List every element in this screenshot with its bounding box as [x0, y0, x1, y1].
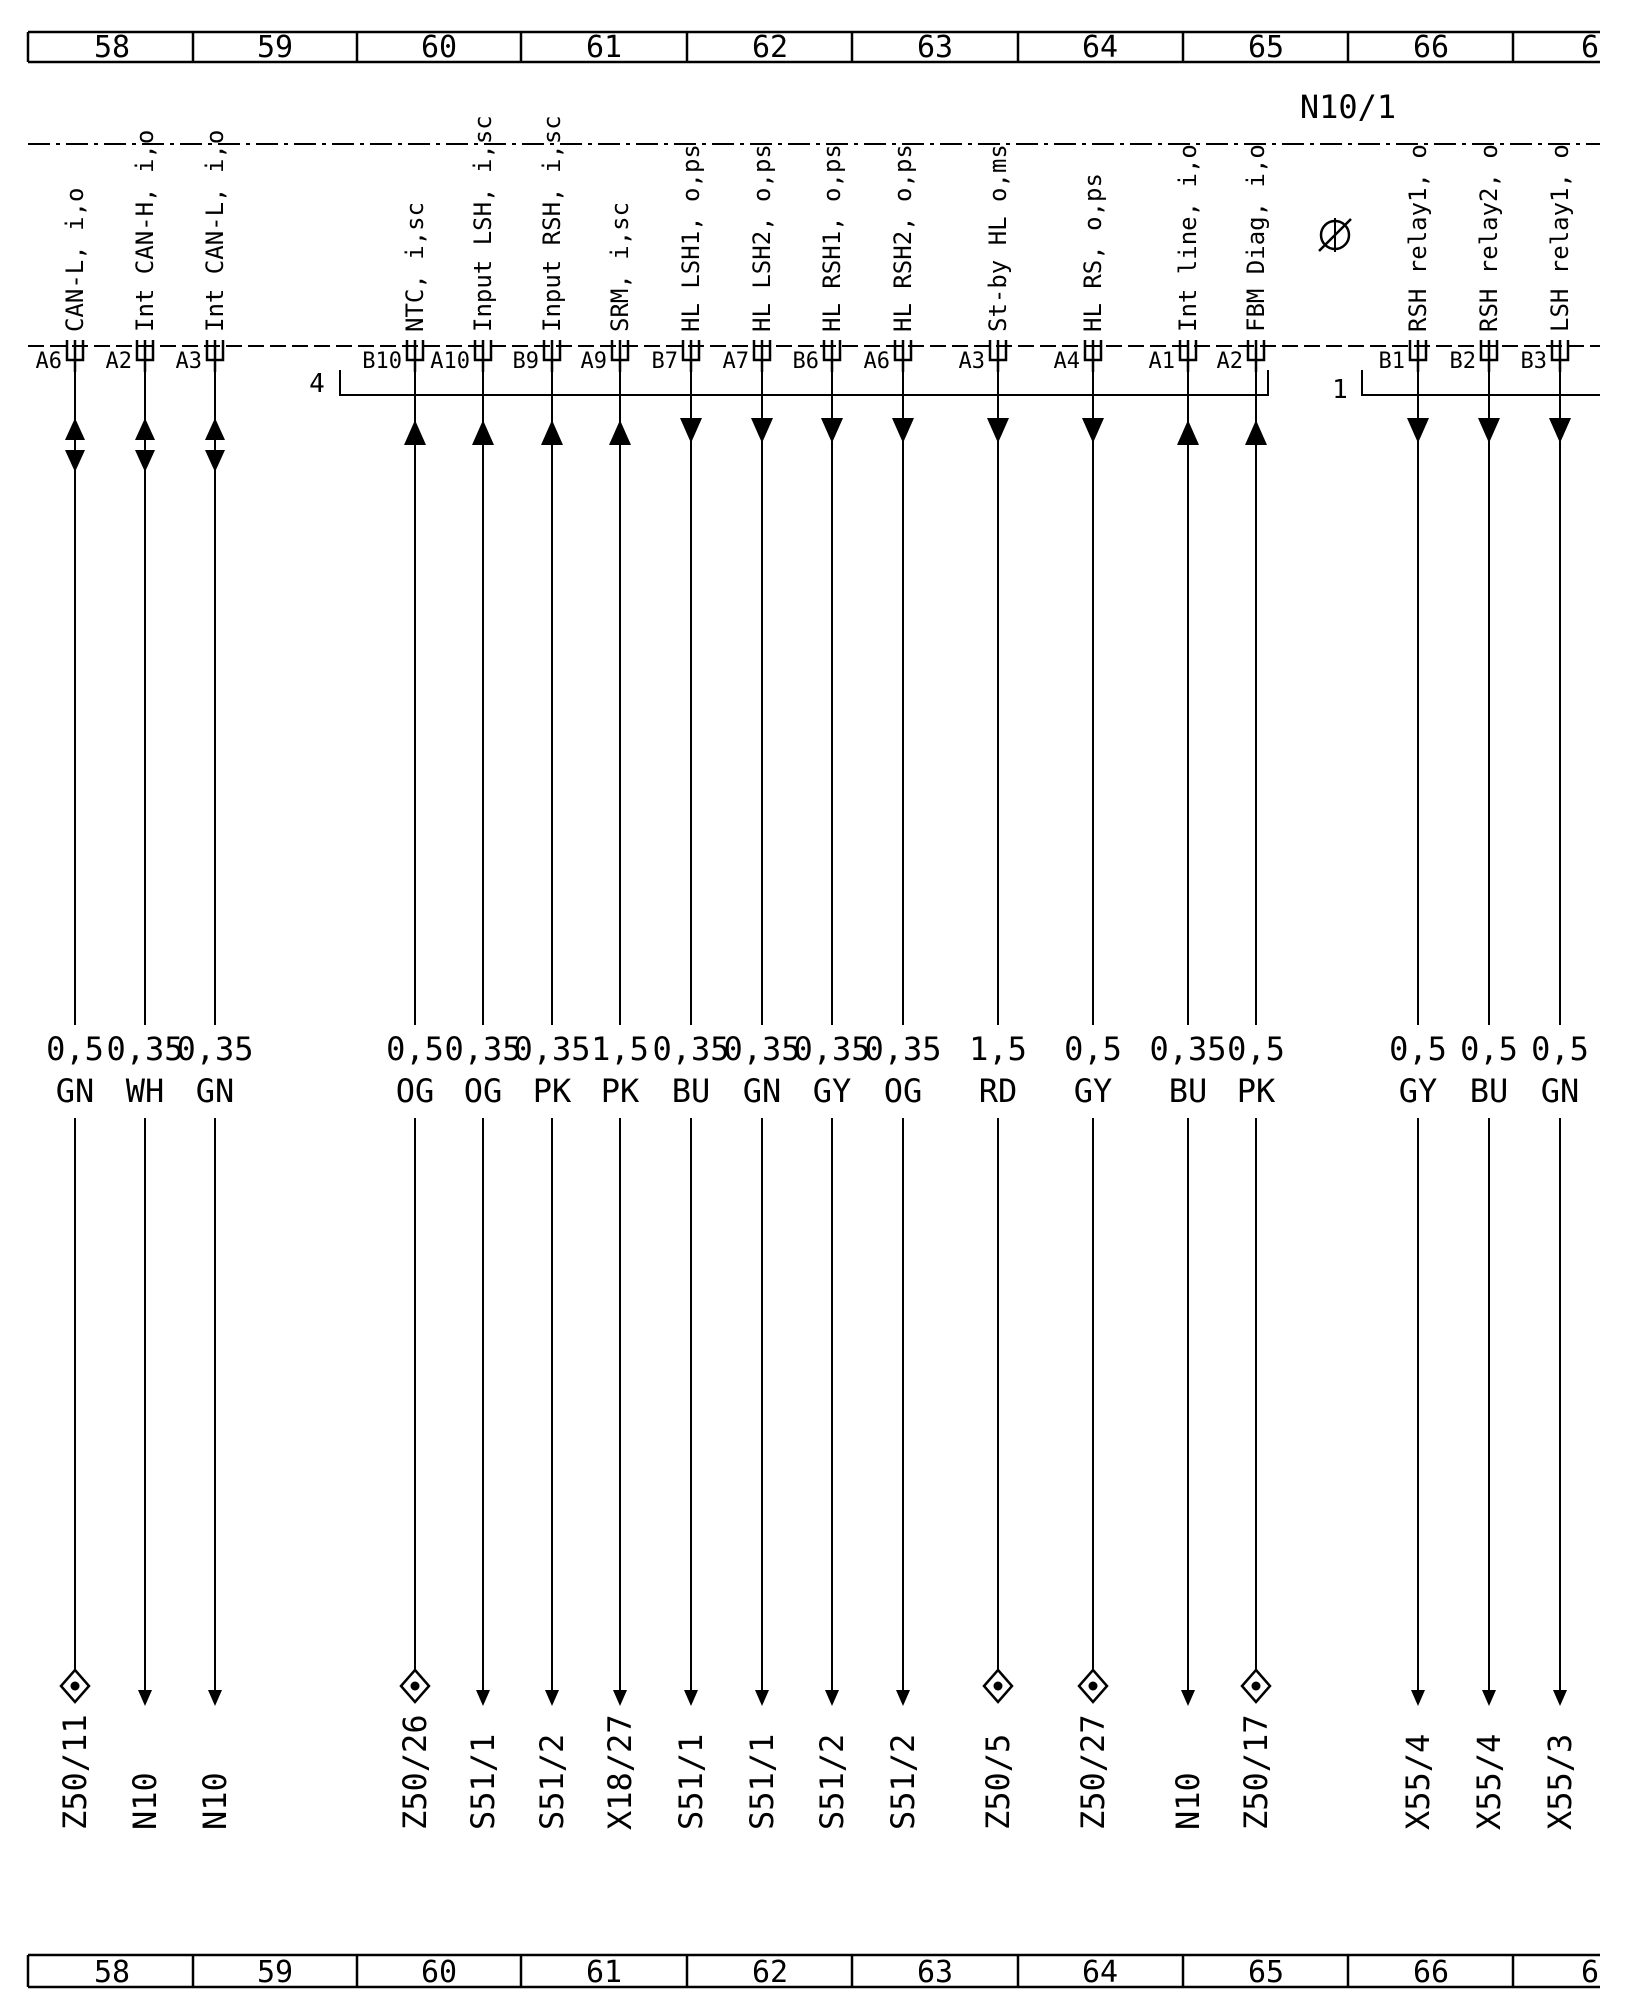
splice-dot-icon — [71, 1682, 80, 1691]
wire-signal-label: LSH relay1, o — [1546, 144, 1574, 332]
wire-signal-label: Int CAN-L, i,o — [201, 129, 229, 332]
top-grid-number: 66 — [1412, 30, 1450, 65]
wire-destination: Z50/17 — [1237, 1714, 1275, 1830]
wire-pin-label: B3 — [1520, 349, 1547, 374]
wire-color: OG — [395, 1072, 435, 1110]
wire — [652, 144, 730, 1830]
splice-dot-icon — [1252, 1682, 1261, 1691]
wire-color: RD — [978, 1072, 1018, 1110]
wire — [362, 202, 444, 1830]
wire-end-arrow-icon — [138, 1690, 152, 1706]
wire-pin-label: B6 — [792, 349, 819, 374]
wire-pin-label: A10 — [430, 349, 470, 374]
wire-gauge: 0,5 — [46, 1030, 104, 1068]
wire-color: BU — [671, 1072, 711, 1110]
wire-end-arrow-icon — [1553, 1690, 1567, 1706]
bottom-grid-number: 66 — [1412, 1955, 1450, 1990]
bottom-grid-number: 62 — [751, 1955, 789, 1990]
wire — [513, 115, 591, 1830]
wire-color: GY — [1398, 1072, 1438, 1110]
wire-destination: Z50/26 — [396, 1714, 434, 1830]
wire-pin-label: A6 — [35, 349, 62, 374]
wire-destination: X55/4 — [1399, 1733, 1437, 1830]
splice-dot-icon — [411, 1682, 420, 1691]
top-grid-number: 59 — [256, 30, 294, 65]
wire-destination: S51/1 — [464, 1733, 502, 1830]
wire-pin-label: B10 — [362, 349, 402, 374]
wire-gauge: 0,35 — [652, 1030, 730, 1068]
wire-end-arrow-icon — [1181, 1690, 1195, 1706]
wire-color: GY — [1073, 1072, 1113, 1110]
top-grid-number: 60 — [420, 30, 458, 65]
wire-color: GN — [195, 1072, 235, 1110]
wire-gauge: 0,35 — [1149, 1030, 1227, 1068]
top-grid-number: 58 — [93, 30, 131, 65]
bottom-grid-number: 58 — [93, 1955, 131, 1990]
wire-gauge: 0,35 — [444, 1030, 522, 1068]
wire — [1379, 144, 1447, 1830]
wire-end-arrow-icon — [1411, 1690, 1425, 1706]
pin-terminal-icon — [1248, 340, 1264, 372]
wire-signal-label: NTC, i,sc — [401, 201, 429, 332]
wire-destination: X18/27 — [601, 1714, 639, 1830]
wire-pin-label: B9 — [512, 349, 539, 374]
wire-end-arrow-icon — [545, 1690, 559, 1706]
wire-gauge: 0,5 — [1064, 1030, 1122, 1068]
bottom-grid-number: 59 — [256, 1955, 294, 1990]
wire-pin-label: A7 — [722, 349, 749, 374]
pin-terminal-icon — [207, 340, 223, 372]
top-grid-number: 62 — [751, 30, 789, 65]
pin-terminal-icon — [824, 340, 840, 372]
wire — [793, 144, 871, 1830]
wire-destination: N10 — [1169, 1772, 1207, 1830]
top-grid-number: 65 — [1247, 30, 1285, 65]
wire-destination: X55/4 — [1470, 1733, 1508, 1830]
wire-gauge: 0,35 — [723, 1030, 801, 1068]
bottom-grid-number: 61 — [585, 1955, 623, 1990]
wire — [430, 115, 521, 1830]
wire-signal-label: HL LSH1, o,ps — [677, 144, 705, 332]
wire-signal-label: St-by HL o,ms — [984, 144, 1012, 332]
wire — [581, 202, 649, 1830]
wire — [106, 130, 184, 1830]
wire-signal-label: FBM Diag, i,o — [1242, 144, 1270, 332]
pin-terminal-icon — [754, 340, 770, 372]
wire-pin-label: A6 — [863, 349, 890, 374]
wire — [723, 144, 801, 1830]
module-label: N10/1 — [1299, 88, 1397, 126]
pin-terminal-icon — [1481, 340, 1497, 372]
wire-signal-label: RSH relay1, o — [1404, 144, 1432, 332]
wire-gauge: 0,5 — [386, 1030, 444, 1068]
pin-terminal-icon — [1085, 340, 1101, 372]
bottom-grid-number: 6 — [1580, 1955, 1600, 1990]
wire — [1149, 144, 1227, 1830]
wire-destination: N10 — [196, 1772, 234, 1830]
top-grid-number: 6 — [1580, 30, 1600, 65]
wire-end-arrow-icon — [896, 1690, 910, 1706]
wire — [1054, 173, 1122, 1830]
wire-signal-label: HL RS, o,ps — [1079, 173, 1107, 332]
wire-signal-label: CAN-L, i,o — [61, 187, 89, 332]
pin-terminal-icon — [67, 340, 83, 372]
wire-signal-label: Input LSH, i,sc — [469, 115, 497, 332]
connector-number-1: 1 — [1332, 375, 1348, 405]
wire-end-arrow-icon — [1482, 1690, 1496, 1706]
wire-signal-label: Int line, i,o — [1174, 144, 1202, 332]
wire-destination: S51/2 — [884, 1733, 922, 1830]
wire-color: WH — [125, 1072, 165, 1110]
wire — [176, 130, 254, 1830]
pin-terminal-icon — [137, 340, 153, 372]
wire — [1217, 144, 1285, 1830]
wire-color: GN — [55, 1072, 95, 1110]
wire-end-arrow-icon — [208, 1690, 222, 1706]
pin-terminal-icon — [475, 340, 491, 372]
wire-end-arrow-icon — [476, 1690, 490, 1706]
wire-gauge: 0,35 — [106, 1030, 184, 1068]
wire-pin-label: A2 — [1216, 349, 1243, 374]
wire-pin-label: B2 — [1449, 349, 1476, 374]
wire-signal-label: Input RSH, i,sc — [538, 115, 566, 332]
wire-gauge: 0,5 — [1460, 1030, 1518, 1068]
wire-destination: X55/3 — [1541, 1733, 1579, 1830]
bottom-grid-number: 60 — [420, 1955, 458, 1990]
wire — [1450, 144, 1518, 1830]
pin-terminal-icon — [683, 340, 699, 372]
wire-gauge: 0,35 — [864, 1030, 942, 1068]
wire — [36, 188, 104, 1831]
pin-terminal-icon — [407, 340, 423, 372]
wire-color: PK — [1236, 1072, 1276, 1110]
wire-signal-label: Int CAN-H, i,o — [131, 129, 159, 332]
wire-color: BU — [1168, 1072, 1208, 1110]
wire-destination: N10 — [126, 1772, 164, 1830]
wire-gauge: 0,5 — [1389, 1030, 1447, 1068]
pin-terminal-icon — [990, 340, 1006, 372]
wire — [1521, 144, 1589, 1830]
wire-destination: S51/2 — [813, 1733, 851, 1830]
wire-gauge: 1,5 — [969, 1030, 1027, 1068]
wire-pin-label: A2 — [105, 349, 132, 374]
bottom-grid-number: 63 — [916, 1955, 954, 1990]
splice-dot-icon — [1089, 1682, 1098, 1691]
wire-gauge: 0,35 — [793, 1030, 871, 1068]
wire-color: OG — [463, 1072, 503, 1110]
wire-end-arrow-icon — [684, 1690, 698, 1706]
wire-gauge: 0,5 — [1531, 1030, 1589, 1068]
wire-signal-label: RSH relay2, o — [1475, 144, 1503, 332]
wire-destination: Z50/5 — [979, 1733, 1017, 1830]
wire-pin-label: A3 — [175, 349, 202, 374]
wire-color: PK — [532, 1072, 572, 1110]
pin-terminal-icon — [612, 340, 628, 372]
ground-symbol-icon — [1319, 218, 1351, 252]
wire-color: GN — [742, 1072, 782, 1110]
wire-pin-label: B1 — [1378, 349, 1405, 374]
top-grid-number: 63 — [916, 30, 954, 65]
wire-end-arrow-icon — [755, 1690, 769, 1706]
wire-gauge: 1,5 — [591, 1030, 649, 1068]
wire-pin-label: A3 — [958, 349, 985, 374]
wire-signal-label: SRM, i,sc — [606, 201, 634, 332]
wire-end-arrow-icon — [613, 1690, 627, 1706]
wire-color: OG — [883, 1072, 923, 1110]
bottom-grid-number: 65 — [1247, 1955, 1285, 1990]
pin-terminal-icon — [1552, 340, 1568, 372]
wire-signal-label: HL RSH2, o,ps — [889, 144, 917, 332]
bottom-grid-number: 64 — [1081, 1955, 1119, 1990]
splice-dot-icon — [994, 1682, 1003, 1691]
wire-signal-label: HL RSH1, o,ps — [818, 144, 846, 332]
wire — [864, 144, 942, 1830]
connector-number-4: 4 — [309, 369, 325, 399]
wire-destination: Z50/11 — [56, 1714, 94, 1830]
wire-color: GY — [812, 1072, 852, 1110]
pin-terminal-icon — [1180, 340, 1196, 372]
pin-terminal-icon — [1410, 340, 1426, 372]
top-grid-number: 61 — [585, 30, 623, 65]
wire-gauge: 0,35 — [176, 1030, 254, 1068]
wire-destination: Z50/27 — [1074, 1714, 1112, 1830]
wire — [959, 144, 1027, 1830]
pin-terminal-icon — [544, 340, 560, 372]
wire-signal-label: HL LSH2, o,ps — [748, 144, 776, 332]
wire-destination: S51/1 — [743, 1733, 781, 1830]
wire-color: GN — [1540, 1072, 1580, 1110]
wire-gauge: 0,5 — [1227, 1030, 1285, 1068]
wire-destination: S51/1 — [672, 1733, 710, 1830]
wire-destination: S51/2 — [533, 1733, 571, 1830]
wire-pin-label: A9 — [580, 349, 607, 374]
wire-color: BU — [1469, 1072, 1509, 1110]
wire-end-arrow-icon — [825, 1690, 839, 1706]
wire-pin-label: A4 — [1053, 349, 1080, 374]
wire-pin-label: B7 — [651, 349, 678, 374]
wire-color: PK — [600, 1072, 640, 1110]
wire-gauge: 0,35 — [513, 1030, 591, 1068]
wire-pin-label: A1 — [1148, 349, 1175, 374]
pin-terminal-icon — [895, 340, 911, 372]
top-grid-number: 64 — [1081, 30, 1119, 65]
